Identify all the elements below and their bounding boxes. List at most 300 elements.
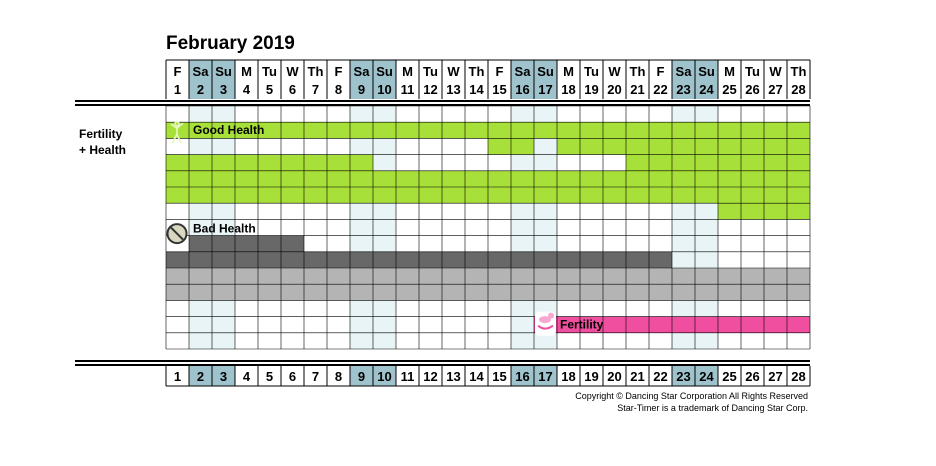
grid-cell-filled — [534, 187, 557, 203]
footer-date-label: 22 — [653, 369, 668, 384]
grid-cell-filled — [350, 155, 373, 171]
grid-cell-filled — [649, 171, 672, 187]
grid-cell-filled — [166, 171, 189, 187]
grid-cell-filled — [189, 171, 212, 187]
grid-cell-filled — [649, 284, 672, 300]
footer-date-label: 18 — [561, 369, 576, 384]
grid-cell-filled — [373, 252, 396, 268]
grid-cell-filled — [626, 187, 649, 203]
grid-cell-filled — [488, 252, 511, 268]
grid-cell-filled — [557, 284, 580, 300]
weekend-column — [350, 106, 373, 349]
grid-cell-filled — [764, 138, 787, 154]
footer-date-label: 3 — [219, 369, 228, 384]
grid-cell-filled — [626, 155, 649, 171]
grid-cell-filled — [557, 138, 580, 154]
copyright-text: Copyright © Dancing Star Corporation All Rights Reserved — [575, 391, 808, 401]
grid-cell-filled — [764, 171, 787, 187]
grid-cell-filled — [695, 155, 718, 171]
grid-cell-filled — [741, 155, 764, 171]
weekday-label: F — [173, 64, 182, 79]
date-label: 28 — [791, 82, 806, 97]
grid-cell-filled — [419, 268, 442, 284]
grid-cell-filled — [626, 317, 649, 333]
footer-date-label: 6 — [288, 369, 297, 384]
grid-cell-filled — [281, 236, 304, 252]
weekday-label: W — [447, 64, 460, 79]
footer-date-label: 20 — [607, 369, 622, 384]
date-label: 12 — [423, 82, 438, 97]
date-label: 26 — [745, 82, 760, 97]
footer-date-label: 25 — [722, 369, 737, 384]
grid-cell-filled — [741, 203, 764, 219]
weekday-label: F — [334, 64, 343, 79]
grid-cell-filled — [350, 252, 373, 268]
grid-cell-filled — [212, 284, 235, 300]
grid-cell-filled — [718, 317, 741, 333]
grid-cell-filled — [465, 171, 488, 187]
grid-cell-filled — [603, 317, 626, 333]
footer-date-label: 8 — [334, 369, 343, 384]
weekday-label: M — [402, 64, 413, 79]
weekday-label: Tu — [423, 64, 438, 79]
grid-cell-filled — [649, 155, 672, 171]
grid-cell-filled — [718, 187, 741, 203]
grid-cell-filled — [603, 171, 626, 187]
grid-cell-filled — [787, 155, 810, 171]
grid-cell-filled — [327, 268, 350, 284]
grid-cell-filled — [189, 187, 212, 203]
grid-cell-filled — [304, 268, 327, 284]
grid-cell-filled — [488, 187, 511, 203]
grid-cell-filled — [258, 236, 281, 252]
grid-cell-filled — [557, 171, 580, 187]
grid-cell-filled — [672, 122, 695, 138]
grid-cell-filled — [626, 252, 649, 268]
grid-cell-filled — [465, 268, 488, 284]
grid-cell-filled — [258, 252, 281, 268]
grid-cell-filled — [373, 122, 396, 138]
date-label: 14 — [469, 82, 484, 97]
grid-cell-filled — [166, 155, 189, 171]
trademark-text: Star-Timer is a trademark of Dancing Star Corp. — [617, 403, 808, 413]
grid-cell-filled — [327, 171, 350, 187]
footer-date-label: 14 — [469, 369, 484, 384]
grid-cell-filled — [672, 138, 695, 154]
grid-cell-filled — [373, 268, 396, 284]
date-label: 27 — [768, 82, 783, 97]
grid-cell-filled — [764, 155, 787, 171]
grid-cell-filled — [741, 171, 764, 187]
grid-cell-filled — [258, 284, 281, 300]
fertility-label: Fertility — [560, 317, 604, 332]
date-label: 18 — [561, 82, 576, 97]
date-label: 13 — [446, 82, 461, 97]
weekday-label: Tu — [584, 64, 599, 79]
grid-cell-filled — [235, 187, 258, 203]
footer-date-label: 4 — [242, 369, 251, 384]
grid-cell-filled — [258, 187, 281, 203]
footer-date-label: 12 — [423, 369, 438, 384]
footer-date-label: 23 — [676, 369, 691, 384]
grid-cell-filled — [373, 187, 396, 203]
date-label: 24 — [699, 82, 714, 97]
grid-cell-filled — [212, 155, 235, 171]
weekday-label: M — [241, 64, 252, 79]
grid-cell-filled — [718, 268, 741, 284]
weekday-label: W — [608, 64, 621, 79]
grid-cell-filled — [649, 122, 672, 138]
date-label: 20 — [607, 82, 622, 97]
grid-cell-filled — [350, 122, 373, 138]
grid-cell-filled — [327, 155, 350, 171]
grid-cell-filled — [626, 171, 649, 187]
weekday-label: Su — [215, 64, 232, 79]
footer-date-label: 1 — [173, 369, 182, 384]
weekday-label: W — [286, 64, 299, 79]
grid-cell-filled — [511, 138, 534, 154]
grid-cell-filled — [787, 317, 810, 333]
grid-cell-filled — [465, 187, 488, 203]
grid-cell-filled — [511, 171, 534, 187]
date-label: 19 — [584, 82, 599, 97]
grid-cell-filled — [787, 138, 810, 154]
grid-cell-filled — [235, 284, 258, 300]
grid-cell-filled — [580, 284, 603, 300]
grid-cell-filled — [580, 171, 603, 187]
grid-cell-filled — [350, 268, 373, 284]
grid-cell-filled — [764, 268, 787, 284]
weekend-column — [373, 106, 396, 349]
grid-cell-filled — [442, 187, 465, 203]
weekday-label: Th — [629, 64, 646, 79]
footer-date-label: 5 — [265, 369, 274, 384]
weekday-label: Su — [537, 64, 554, 79]
grid-cell-filled — [396, 122, 419, 138]
grid-cell-filled — [419, 171, 442, 187]
grid-cell-filled — [304, 122, 327, 138]
grid-cell-filled — [787, 268, 810, 284]
grid-cell-filled — [695, 122, 718, 138]
grid-cell-filled — [787, 187, 810, 203]
grid-cell-filled — [580, 187, 603, 203]
grid-cell-filled — [603, 284, 626, 300]
date-label: 4 — [242, 82, 251, 97]
grid-cell-filled — [764, 284, 787, 300]
grid-cell-filled — [787, 284, 810, 300]
grid-cell-filled — [373, 284, 396, 300]
grid-cell-filled — [741, 122, 764, 138]
date-label: 5 — [265, 82, 274, 97]
grid-cell-filled — [189, 252, 212, 268]
grid-cell-filled — [741, 187, 764, 203]
grid-cell-filled — [488, 268, 511, 284]
weekday-label: Tu — [262, 64, 277, 79]
grid-cell-filled — [396, 268, 419, 284]
grid-cell-filled — [580, 252, 603, 268]
weekday-label: Th — [468, 64, 485, 79]
grid-cell-filled — [580, 138, 603, 154]
grid-cell-filled — [189, 155, 212, 171]
grid-cell-filled — [649, 187, 672, 203]
footer-date-label: 7 — [311, 369, 320, 384]
date-label: 2 — [196, 82, 205, 97]
grid-cell-filled — [511, 187, 534, 203]
grid-cell-filled — [741, 138, 764, 154]
grid-cell-filled — [695, 284, 718, 300]
date-label: 11 — [400, 82, 415, 97]
date-label: 22 — [653, 82, 668, 97]
weekday-label: Su — [376, 64, 393, 79]
grid-cell-filled — [741, 317, 764, 333]
grid-cell-filled — [327, 122, 350, 138]
footer-date-label: 17 — [538, 369, 553, 384]
footer-date-label: 2 — [196, 369, 205, 384]
section-label-line2: + Health — [79, 143, 127, 157]
grid-cell-filled — [695, 138, 718, 154]
grid-cell-filled — [557, 268, 580, 284]
weekday-label: M — [724, 64, 735, 79]
grid-cell-filled — [626, 138, 649, 154]
grid-cell-filled — [166, 268, 189, 284]
footer-date-label: 11 — [400, 369, 415, 384]
grid-cell-filled — [603, 187, 626, 203]
grid-cell-filled — [212, 268, 235, 284]
grid-cell-filled — [534, 268, 557, 284]
date-label: 15 — [492, 82, 507, 97]
footer-date-label: 19 — [584, 369, 599, 384]
good-health-label: Good Health — [193, 123, 265, 138]
date-label: 17 — [538, 82, 553, 97]
date-label: 9 — [357, 82, 366, 97]
grid-cell-filled — [718, 284, 741, 300]
weekday-label: F — [495, 64, 504, 79]
grid-cell-filled — [442, 171, 465, 187]
grid-cell-filled — [787, 171, 810, 187]
footer-date-label: 26 — [745, 369, 760, 384]
grid-cell-filled — [235, 155, 258, 171]
footer-date-label: 10 — [377, 369, 392, 384]
weekday-label: Su — [698, 64, 715, 79]
grid-cell-filled — [419, 252, 442, 268]
date-label: 6 — [288, 82, 297, 97]
grid-cell-filled — [672, 187, 695, 203]
grid-cell-filled — [258, 155, 281, 171]
grid-cell-filled — [626, 284, 649, 300]
grid-cell-filled — [534, 171, 557, 187]
section-label-line1: Fertility — [79, 127, 123, 141]
grid-cell-filled — [396, 284, 419, 300]
grid-cell-filled — [718, 155, 741, 171]
grid-cell-filled — [189, 284, 212, 300]
grid-cell-filled — [649, 317, 672, 333]
grid-cell-filled — [626, 122, 649, 138]
grid-cell-filled — [373, 171, 396, 187]
grid-cell-filled — [695, 268, 718, 284]
grid-cell-filled — [695, 317, 718, 333]
grid-cell-filled — [695, 187, 718, 203]
grid-cell-filled — [580, 122, 603, 138]
grid-cell-filled — [327, 252, 350, 268]
grid-cell-filled — [649, 252, 672, 268]
grid-cell-filled — [189, 268, 212, 284]
grid-cell-filled — [718, 122, 741, 138]
date-label: 3 — [219, 82, 228, 97]
grid-cell-filled — [166, 187, 189, 203]
grid-cell-filled — [442, 268, 465, 284]
grid-cell-filled — [603, 138, 626, 154]
grid-cell-filled — [258, 171, 281, 187]
date-label: 16 — [515, 82, 530, 97]
grid-cell-filled — [396, 187, 419, 203]
weekday-label: F — [656, 64, 665, 79]
grid-cell-filled — [787, 203, 810, 219]
grid-cell-filled — [281, 252, 304, 268]
grid-cell-filled — [511, 252, 534, 268]
footer-date-label: 13 — [446, 369, 461, 384]
date-label: 1 — [173, 82, 182, 97]
grid-cell-filled — [695, 171, 718, 187]
grid-cell-filled — [488, 138, 511, 154]
weekday-label: Sa — [192, 64, 209, 79]
grid-cell-filled — [304, 155, 327, 171]
grid-cell-filled — [511, 284, 534, 300]
grid-cell-filled — [304, 171, 327, 187]
grid-cell-filled — [212, 252, 235, 268]
grid-cell-filled — [534, 122, 557, 138]
grid-cell-filled — [672, 317, 695, 333]
grid-cell-filled — [442, 122, 465, 138]
grid-cell-filled — [557, 187, 580, 203]
grid-cell-filled — [626, 268, 649, 284]
footer-date-label: 28 — [791, 369, 806, 384]
grid-cell-filled — [787, 122, 810, 138]
grid-cell-filled — [442, 252, 465, 268]
grid-cell-filled — [649, 138, 672, 154]
grid-cell-filled — [534, 252, 557, 268]
grid-cell-filled — [465, 122, 488, 138]
footer-date-label: 9 — [357, 369, 366, 384]
footer-date-label: 24 — [699, 369, 714, 384]
date-label: 10 — [377, 82, 392, 97]
grid-cell-filled — [465, 284, 488, 300]
grid-cell-filled — [235, 171, 258, 187]
grid-cell-filled — [534, 284, 557, 300]
grid-cell-filled — [396, 252, 419, 268]
weekday-label: M — [563, 64, 574, 79]
grid-cell-filled — [580, 268, 603, 284]
grid-cell-filled — [603, 122, 626, 138]
page-title: February 2019 — [166, 33, 295, 54]
grid-cell-filled — [718, 171, 741, 187]
footer-date-label: 16 — [515, 369, 530, 384]
grid-cell-filled — [327, 187, 350, 203]
footer-date-label: 27 — [768, 369, 783, 384]
grid-cell-filled — [396, 171, 419, 187]
grid-cell-filled — [235, 268, 258, 284]
grid-cell-filled — [304, 187, 327, 203]
grid-cell-filled — [511, 122, 534, 138]
grid-cell-filled — [350, 187, 373, 203]
grid-cell-filled — [718, 203, 741, 219]
weekday-label: Sa — [675, 64, 692, 79]
grid-cell-filled — [603, 252, 626, 268]
date-label: 21 — [630, 82, 645, 97]
grid-cell-filled — [212, 236, 235, 252]
grid-cell-filled — [281, 155, 304, 171]
grid-cell-filled — [442, 284, 465, 300]
grid-cell-filled — [557, 122, 580, 138]
grid-cell-filled — [764, 203, 787, 219]
footer-date-label: 21 — [630, 369, 645, 384]
grid-cell-filled — [764, 187, 787, 203]
grid-cell-filled — [327, 284, 350, 300]
grid-cell-filled — [741, 284, 764, 300]
grid-cell-filled — [718, 138, 741, 154]
grid-cell-filled — [764, 317, 787, 333]
date-label: 8 — [334, 82, 343, 97]
grid-cell-filled — [212, 187, 235, 203]
weekday-label: Sa — [353, 64, 370, 79]
grid-cell-filled — [488, 122, 511, 138]
footer-date-label: 15 — [492, 369, 507, 384]
grid-cell-filled — [281, 122, 304, 138]
grid-cell-filled — [672, 171, 695, 187]
date-label: 23 — [676, 82, 691, 97]
grid-cell-filled — [603, 268, 626, 284]
grid-cell-filled — [281, 171, 304, 187]
weekday-label: Sa — [514, 64, 531, 79]
grid-cell-filled — [488, 171, 511, 187]
rocking-horse-head — [548, 313, 554, 319]
grid-cell-filled — [166, 284, 189, 300]
grid-cell-filled — [488, 284, 511, 300]
grid-cell-filled — [212, 171, 235, 187]
grid-cell-filled — [649, 268, 672, 284]
grid-cell-filled — [350, 171, 373, 187]
grid-cell-filled — [258, 268, 281, 284]
weekday-label: Th — [307, 64, 324, 79]
grid-cell-filled — [511, 268, 534, 284]
grid-cell-filled — [672, 268, 695, 284]
bad-health-label: Bad Health — [193, 221, 256, 236]
grid-cell-filled — [557, 252, 580, 268]
grid-cell-filled — [235, 236, 258, 252]
grid-cell-filled — [465, 252, 488, 268]
grid-cell-filled — [166, 252, 189, 268]
weekday-label: Tu — [745, 64, 760, 79]
grid-cell-filled — [304, 252, 327, 268]
grid-cell-filled — [419, 284, 442, 300]
grid-cell-filled — [764, 122, 787, 138]
grid-cell-filled — [741, 268, 764, 284]
grid-cell-filled — [419, 122, 442, 138]
grid-cell-filled — [281, 284, 304, 300]
date-label: 25 — [722, 82, 737, 97]
grid-cell-filled — [281, 268, 304, 284]
weekday-label: Th — [790, 64, 807, 79]
date-label: 7 — [311, 82, 320, 97]
grid-cell-filled — [672, 284, 695, 300]
grid-cell-filled — [281, 187, 304, 203]
grid-cell-filled — [189, 236, 212, 252]
grid-cell-filled — [304, 284, 327, 300]
weekday-label: W — [769, 64, 782, 79]
grid-cell-filled — [350, 284, 373, 300]
grid-cell-filled — [419, 187, 442, 203]
grid-cell-filled — [235, 252, 258, 268]
grid-cell-filled — [672, 155, 695, 171]
